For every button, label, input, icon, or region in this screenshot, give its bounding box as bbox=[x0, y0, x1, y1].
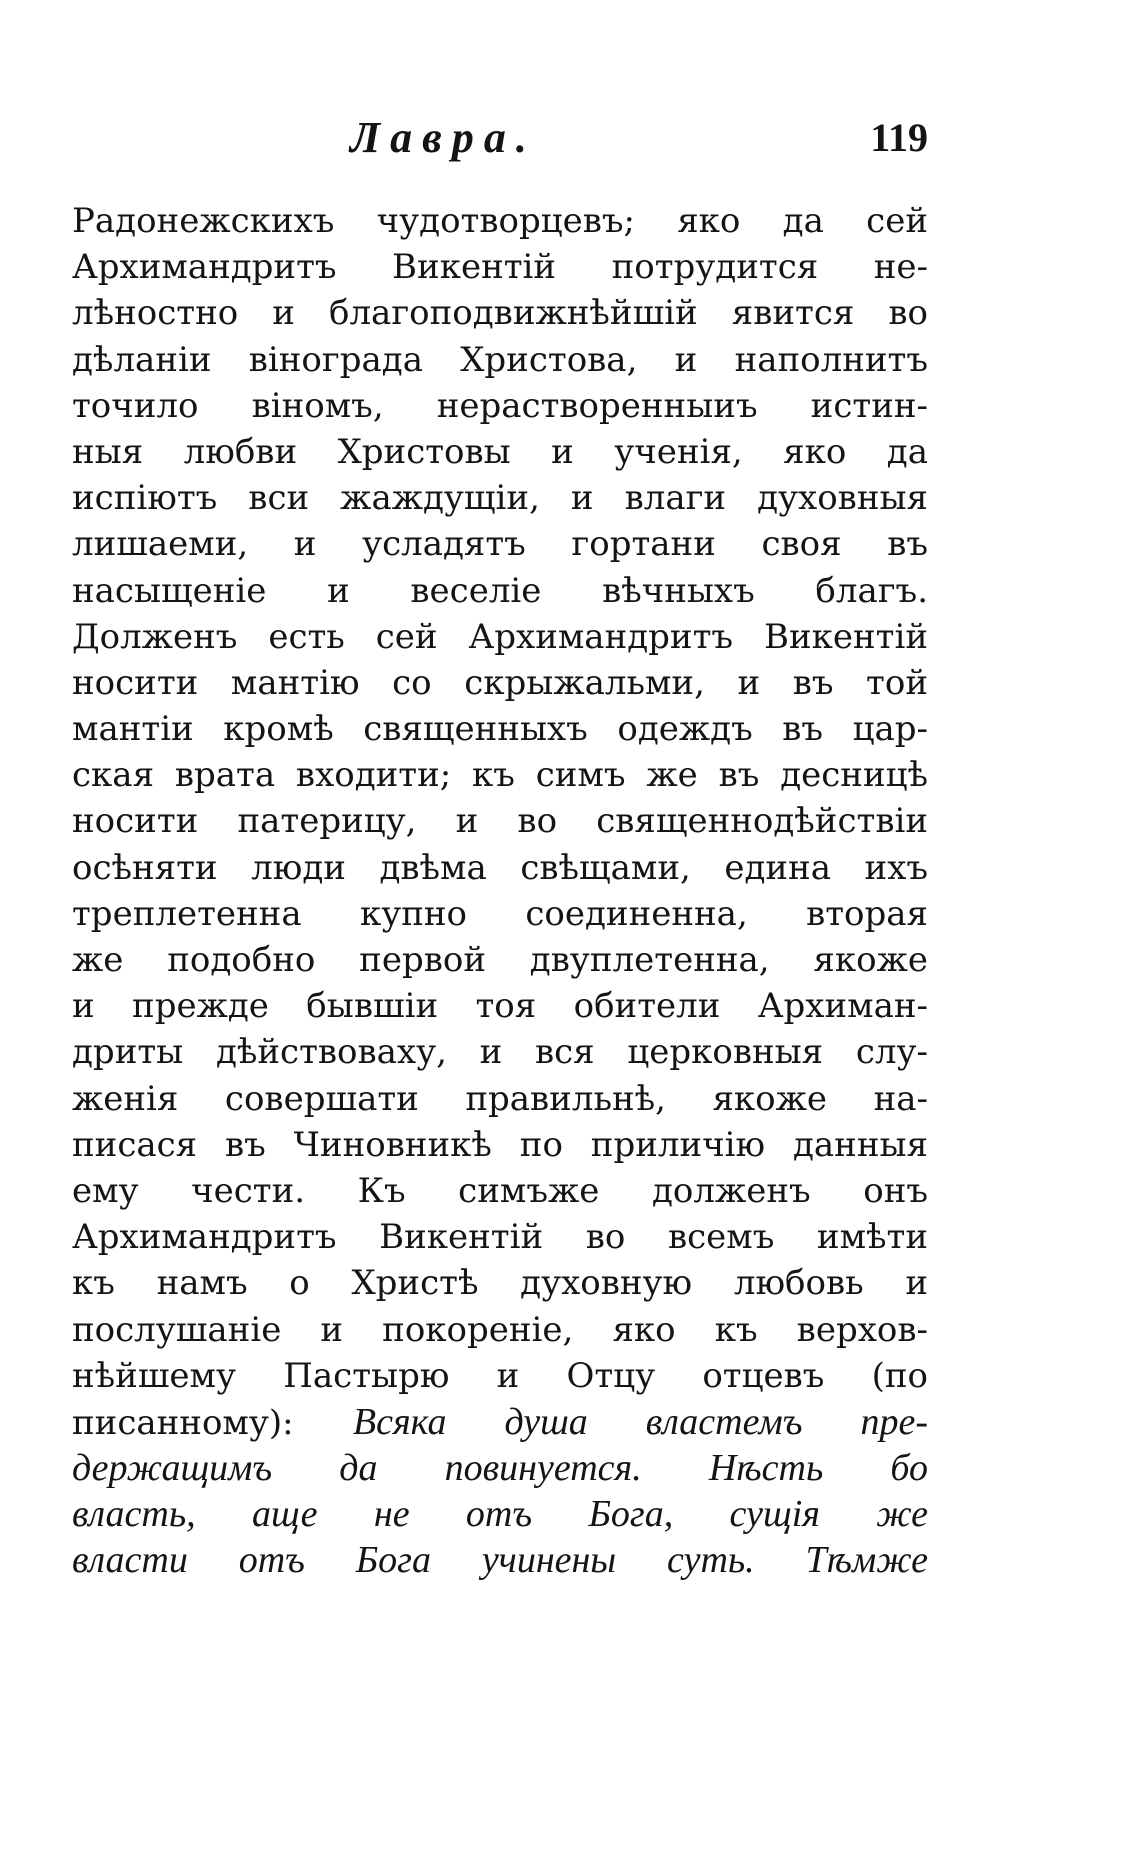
text-line: Архимандритъ Викентій потрудится не- bbox=[72, 247, 928, 288]
text-line: осѣняти люди двѣма свѣщами, едина ихъ bbox=[72, 847, 928, 888]
text-line: женія совершати правильнѣ, якоже на- bbox=[72, 1078, 928, 1119]
text-line: и прежде бывшіи тоя обители Архиман- bbox=[72, 986, 928, 1027]
text-line: точило віномъ, нерастворенныиъ истин- bbox=[72, 385, 928, 426]
text-line-roman-part: писанному): bbox=[72, 1402, 294, 1443]
text-line: дѣланіи вінограда Христова, и наполнитъ bbox=[72, 339, 928, 380]
text-line: послушаніе и покореніе, яко къ верхов- bbox=[72, 1309, 928, 1350]
running-title: Лавра. bbox=[350, 113, 537, 162]
text-line: лишаеми, и усладятъ гортани своя въ bbox=[72, 524, 928, 565]
text-line: испіютъ вси жаждущіи, и влаги духовныя bbox=[72, 478, 928, 519]
text-line: носити мантію со скрыжальми, и въ той bbox=[72, 662, 928, 703]
text-line: ская врата входити; къ симъ же въ десницѣ bbox=[72, 755, 928, 796]
text-line: же подобно первой двуплетенна, якоже bbox=[72, 940, 928, 980]
text-line: ему чести. Къ симъже долженъ онъ bbox=[72, 1170, 928, 1211]
text-line: насыщеніе и веселіе вѣчныхъ благъ. bbox=[72, 570, 928, 611]
quotation-line: власти отъ Бога учинены суть. Тѣмже bbox=[72, 1539, 928, 1582]
text-line: треплетенна купно соединенна, вторая bbox=[72, 893, 928, 934]
text-line: Долженъ есть сей Архимандритъ Викентій bbox=[72, 616, 928, 657]
text-line: Радонежскихъ чудотворцевъ; яко да сей bbox=[72, 201, 928, 241]
page-number: 119 bbox=[870, 115, 928, 160]
text-line: мантіи кромѣ священныхъ одеждъ въ цар- bbox=[72, 709, 928, 750]
quotation-start: Всяка душа властемъ пре- bbox=[352, 1400, 928, 1443]
text-line: писася въ Чиновникѣ по приличію данныя bbox=[72, 1124, 928, 1165]
text-line: нѣйшему Пастырю и Отцу отцевъ (по bbox=[72, 1355, 928, 1396]
text-line: носити патерицу, и во священнодѣйствіи bbox=[72, 801, 928, 842]
quotation-line: власть, аще не отъ Бога, сущія же bbox=[72, 1493, 928, 1536]
text-line: Архимандритъ Викентій во всемъ имѣти bbox=[72, 1217, 928, 1258]
text-line: ныя любви Христовы и ученія, яко да bbox=[72, 431, 928, 472]
text-line: къ намъ о Христѣ духовную любовь и bbox=[72, 1263, 928, 1304]
quotation-line: держащимъ да повинуется. Нѣсть бо bbox=[72, 1447, 928, 1490]
body-text bbox=[72, 198, 928, 1584]
text-line-mixed bbox=[72, 1399, 928, 1445]
text-line: лѣностно и благоподвижнѣйшій явится во bbox=[72, 293, 928, 334]
text-line: дриты дѣйствоваху, и вся церковныя слу- bbox=[72, 1032, 928, 1073]
running-head bbox=[72, 108, 928, 168]
